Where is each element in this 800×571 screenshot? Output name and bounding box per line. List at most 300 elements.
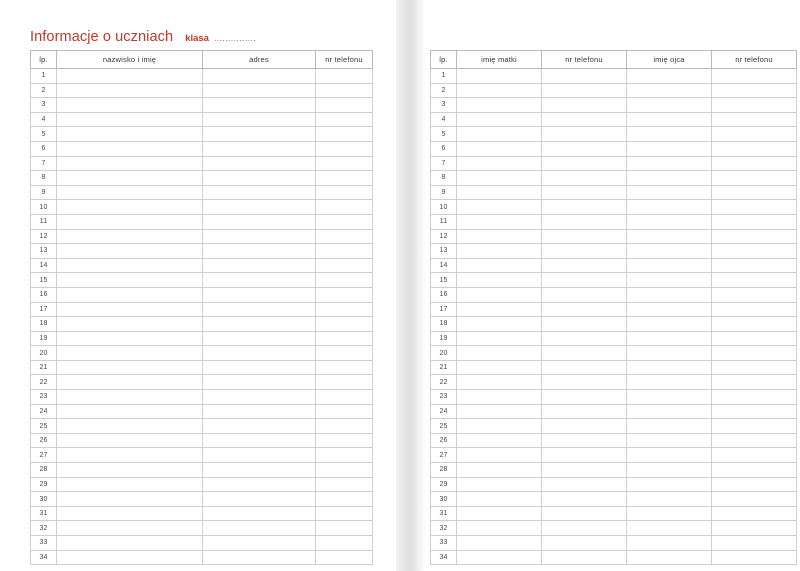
- table-row: [431, 419, 797, 434]
- row-entry-cell[interactable]: [316, 375, 373, 390]
- table-row: [31, 127, 373, 142]
- row-entry-cell[interactable]: [712, 463, 797, 478]
- row-entry-cell[interactable]: [57, 214, 203, 229]
- row-entry-cell[interactable]: [712, 390, 797, 405]
- row-entry-cell[interactable]: [316, 317, 373, 332]
- row-entry-cell[interactable]: [627, 331, 712, 346]
- row-entry-cell[interactable]: [57, 477, 203, 492]
- row-entry-cell[interactable]: [627, 463, 712, 478]
- row-entry-cell[interactable]: [712, 477, 797, 492]
- table-row: [431, 506, 797, 521]
- row-number: 24: [31, 404, 57, 419]
- row-entry-cell[interactable]: [457, 127, 542, 142]
- row-entry-cell[interactable]: [316, 433, 373, 448]
- row-entry-cell[interactable]: [542, 69, 627, 84]
- row-number: 2: [431, 83, 457, 98]
- row-entry-cell[interactable]: [203, 404, 316, 419]
- row-entry-cell[interactable]: [316, 550, 373, 565]
- row-entry-cell[interactable]: [316, 419, 373, 434]
- row-entry-cell[interactable]: [542, 492, 627, 507]
- row-entry-cell[interactable]: [457, 244, 542, 259]
- row-entry-cell[interactable]: [542, 244, 627, 259]
- row-entry-cell[interactable]: [316, 463, 373, 478]
- row-entry-cell[interactable]: [712, 156, 797, 171]
- row-entry-cell[interactable]: [542, 141, 627, 156]
- row-entry-cell[interactable]: [203, 112, 316, 127]
- row-entry-cell[interactable]: [627, 244, 712, 259]
- klasa-field[interactable]: [185, 34, 256, 45]
- row-entry-cell[interactable]: [316, 258, 373, 273]
- row-entry-cell[interactable]: [57, 273, 203, 288]
- row-entry-cell[interactable]: [457, 98, 542, 113]
- row-entry-cell[interactable]: [203, 185, 316, 200]
- row-entry-cell[interactable]: [457, 156, 542, 171]
- table-row: [431, 127, 797, 142]
- row-entry-cell[interactable]: [316, 346, 373, 361]
- row-entry-cell[interactable]: [542, 273, 627, 288]
- row-entry-cell[interactable]: [57, 360, 203, 375]
- row-number: 26: [431, 433, 457, 448]
- row-entry-cell[interactable]: [316, 112, 373, 127]
- table-row: [31, 375, 373, 390]
- row-entry-cell[interactable]: [316, 477, 373, 492]
- row-entry-cell[interactable]: [203, 171, 316, 186]
- row-number: 14: [31, 258, 57, 273]
- row-entry-cell[interactable]: [57, 506, 203, 521]
- row-entry-cell[interactable]: [457, 69, 542, 84]
- row-entry-cell[interactable]: [203, 258, 316, 273]
- row-entry-cell[interactable]: [316, 69, 373, 84]
- row-entry-cell[interactable]: [316, 536, 373, 551]
- row-entry-cell[interactable]: [627, 360, 712, 375]
- row-entry-cell[interactable]: [542, 156, 627, 171]
- row-entry-cell[interactable]: [203, 463, 316, 478]
- row-entry-cell[interactable]: [627, 448, 712, 463]
- row-entry-cell[interactable]: [457, 506, 542, 521]
- row-entry-cell[interactable]: [627, 112, 712, 127]
- row-entry-cell[interactable]: [316, 448, 373, 463]
- row-entry-cell[interactable]: [316, 287, 373, 302]
- row-entry-cell[interactable]: [203, 346, 316, 361]
- row-entry-cell[interactable]: [542, 317, 627, 332]
- row-entry-cell[interactable]: [542, 477, 627, 492]
- row-entry-cell[interactable]: [57, 390, 203, 405]
- table-row: [31, 390, 373, 405]
- row-entry-cell[interactable]: [57, 229, 203, 244]
- row-number: 12: [431, 229, 457, 244]
- row-entry-cell[interactable]: [712, 448, 797, 463]
- row-entry-cell[interactable]: [457, 433, 542, 448]
- table-row: [31, 346, 373, 361]
- row-entry-cell[interactable]: [316, 127, 373, 142]
- table-row: [31, 536, 373, 551]
- row-entry-cell[interactable]: [57, 141, 203, 156]
- row-entry-cell[interactable]: [542, 258, 627, 273]
- row-number: 31: [31, 506, 57, 521]
- table-row: [31, 287, 373, 302]
- table-row: [431, 112, 797, 127]
- row-entry-cell[interactable]: [627, 258, 712, 273]
- row-entry-cell[interactable]: [712, 98, 797, 113]
- row-entry-cell[interactable]: [627, 521, 712, 536]
- table-row: [431, 200, 797, 215]
- row-entry-cell[interactable]: [457, 390, 542, 405]
- row-entry-cell[interactable]: [542, 302, 627, 317]
- row-entry-cell[interactable]: [712, 521, 797, 536]
- row-entry-cell[interactable]: [203, 521, 316, 536]
- row-number: 21: [431, 360, 457, 375]
- row-entry-cell[interactable]: [627, 375, 712, 390]
- table-row: [31, 506, 373, 521]
- row-entry-cell[interactable]: [203, 419, 316, 434]
- row-entry-cell[interactable]: [712, 550, 797, 565]
- row-number: 16: [31, 287, 57, 302]
- row-entry-cell[interactable]: [542, 83, 627, 98]
- parents-table: [430, 50, 797, 565]
- row-entry-cell[interactable]: [316, 98, 373, 113]
- table-row: [431, 360, 797, 375]
- row-entry-cell[interactable]: [542, 112, 627, 127]
- row-entry-cell[interactable]: [203, 360, 316, 375]
- row-entry-cell[interactable]: [203, 98, 316, 113]
- row-number: 19: [31, 331, 57, 346]
- column-header-mother-name: imię matki: [457, 51, 542, 69]
- row-entry-cell[interactable]: [457, 331, 542, 346]
- row-entry-cell[interactable]: [203, 156, 316, 171]
- row-entry-cell[interactable]: [627, 156, 712, 171]
- row-entry-cell[interactable]: [57, 521, 203, 536]
- table-row: [31, 98, 373, 113]
- row-entry-cell[interactable]: [457, 185, 542, 200]
- row-entry-cell[interactable]: [542, 404, 627, 419]
- row-entry-cell[interactable]: [203, 302, 316, 317]
- row-entry-cell[interactable]: [57, 331, 203, 346]
- row-entry-cell[interactable]: [57, 536, 203, 551]
- table-row: [31, 317, 373, 332]
- row-entry-cell[interactable]: [712, 375, 797, 390]
- row-entry-cell[interactable]: [57, 448, 203, 463]
- row-entry-cell[interactable]: [57, 69, 203, 84]
- row-entry-cell[interactable]: [542, 331, 627, 346]
- row-entry-cell[interactable]: [542, 390, 627, 405]
- table-row: [31, 244, 373, 259]
- row-entry-cell[interactable]: [712, 419, 797, 434]
- row-entry-cell[interactable]: [203, 536, 316, 551]
- row-entry-cell[interactable]: [457, 141, 542, 156]
- table-row: [31, 200, 373, 215]
- row-entry-cell[interactable]: [316, 302, 373, 317]
- row-entry-cell[interactable]: [203, 448, 316, 463]
- row-entry-cell[interactable]: [457, 536, 542, 551]
- row-entry-cell[interactable]: [627, 317, 712, 332]
- row-entry-cell[interactable]: [627, 214, 712, 229]
- row-entry-cell[interactable]: [316, 390, 373, 405]
- row-entry-cell[interactable]: [316, 273, 373, 288]
- table-row: [31, 477, 373, 492]
- row-entry-cell[interactable]: [627, 273, 712, 288]
- row-number: 14: [431, 258, 457, 273]
- row-entry-cell[interactable]: [57, 83, 203, 98]
- row-number: 8: [31, 171, 57, 186]
- row-entry-cell[interactable]: [712, 69, 797, 84]
- row-entry-cell[interactable]: [203, 214, 316, 229]
- right-page: [400, 0, 800, 571]
- row-number: 30: [431, 492, 457, 507]
- row-entry-cell[interactable]: [57, 302, 203, 317]
- table-row: [431, 98, 797, 113]
- row-entry-cell[interactable]: [627, 506, 712, 521]
- row-entry-cell[interactable]: [712, 302, 797, 317]
- row-entry-cell[interactable]: [457, 360, 542, 375]
- row-entry-cell[interactable]: [457, 463, 542, 478]
- table-row: [31, 141, 373, 156]
- row-entry-cell[interactable]: [203, 331, 316, 346]
- table-row: [31, 463, 373, 478]
- row-entry-cell[interactable]: [627, 185, 712, 200]
- row-entry-cell[interactable]: [542, 506, 627, 521]
- row-entry-cell[interactable]: [457, 258, 542, 273]
- row-entry-cell[interactable]: [457, 477, 542, 492]
- row-entry-cell[interactable]: [712, 83, 797, 98]
- row-entry-cell[interactable]: [57, 287, 203, 302]
- row-entry-cell[interactable]: [627, 302, 712, 317]
- row-entry-cell[interactable]: [457, 492, 542, 507]
- row-entry-cell[interactable]: [627, 171, 712, 186]
- row-entry-cell[interactable]: [457, 419, 542, 434]
- row-entry-cell[interactable]: [712, 536, 797, 551]
- row-entry-cell[interactable]: [57, 492, 203, 507]
- row-entry-cell[interactable]: [203, 273, 316, 288]
- row-entry-cell[interactable]: [316, 171, 373, 186]
- row-entry-cell[interactable]: [542, 433, 627, 448]
- row-number: 19: [431, 331, 457, 346]
- row-entry-cell[interactable]: [627, 390, 712, 405]
- row-entry-cell[interactable]: [203, 69, 316, 84]
- row-entry-cell[interactable]: [203, 390, 316, 405]
- row-entry-cell[interactable]: [712, 112, 797, 127]
- row-entry-cell[interactable]: [316, 141, 373, 156]
- table-row: [31, 112, 373, 127]
- row-entry-cell[interactable]: [627, 433, 712, 448]
- row-entry-cell[interactable]: [457, 214, 542, 229]
- table-row: [431, 477, 797, 492]
- row-entry-cell[interactable]: [627, 200, 712, 215]
- row-entry-cell[interactable]: [712, 214, 797, 229]
- column-header-father-phone: nr telefonu: [712, 51, 797, 69]
- row-entry-cell[interactable]: [203, 244, 316, 259]
- row-entry-cell[interactable]: [542, 521, 627, 536]
- row-entry-cell[interactable]: [57, 171, 203, 186]
- row-entry-cell[interactable]: [316, 229, 373, 244]
- row-entry-cell[interactable]: [316, 521, 373, 536]
- row-entry-cell[interactable]: [542, 536, 627, 551]
- row-entry-cell[interactable]: [457, 448, 542, 463]
- table-row: [31, 448, 373, 463]
- row-entry-cell[interactable]: [57, 375, 203, 390]
- row-entry-cell[interactable]: [712, 127, 797, 142]
- row-entry-cell[interactable]: [712, 317, 797, 332]
- row-entry-cell[interactable]: [627, 127, 712, 142]
- row-entry-cell[interactable]: [57, 112, 203, 127]
- row-entry-cell[interactable]: [203, 200, 316, 215]
- row-entry-cell[interactable]: [627, 536, 712, 551]
- row-entry-cell[interactable]: [457, 317, 542, 332]
- row-entry-cell[interactable]: [712, 171, 797, 186]
- column-header-mother-phone: nr telefonu: [542, 51, 627, 69]
- row-entry-cell[interactable]: [712, 185, 797, 200]
- row-entry-cell[interactable]: [457, 375, 542, 390]
- row-entry-cell[interactable]: [712, 229, 797, 244]
- row-entry-cell[interactable]: [712, 346, 797, 361]
- row-entry-cell[interactable]: [316, 200, 373, 215]
- row-entry-cell[interactable]: [627, 83, 712, 98]
- row-entry-cell[interactable]: [542, 200, 627, 215]
- row-entry-cell[interactable]: [57, 98, 203, 113]
- table-row: [431, 244, 797, 259]
- row-entry-cell[interactable]: [203, 433, 316, 448]
- row-entry-cell[interactable]: [627, 492, 712, 507]
- row-entry-cell[interactable]: [712, 141, 797, 156]
- row-entry-cell[interactable]: [457, 273, 542, 288]
- row-entry-cell[interactable]: [457, 302, 542, 317]
- table-row: [431, 492, 797, 507]
- table-row: [431, 404, 797, 419]
- row-entry-cell[interactable]: [627, 419, 712, 434]
- row-entry-cell[interactable]: [627, 477, 712, 492]
- row-entry-cell[interactable]: [316, 404, 373, 419]
- row-entry-cell[interactable]: [712, 273, 797, 288]
- table-row: [431, 69, 797, 84]
- row-entry-cell[interactable]: [457, 112, 542, 127]
- row-number: 34: [431, 550, 457, 565]
- row-number: 29: [431, 477, 457, 492]
- row-entry-cell[interactable]: [542, 185, 627, 200]
- row-entry-cell[interactable]: [203, 141, 316, 156]
- row-entry-cell[interactable]: [627, 69, 712, 84]
- table-row: [431, 214, 797, 229]
- row-entry-cell[interactable]: [57, 127, 203, 142]
- row-entry-cell[interactable]: [712, 331, 797, 346]
- row-entry-cell[interactable]: [712, 244, 797, 259]
- row-entry-cell[interactable]: [712, 433, 797, 448]
- row-entry-cell[interactable]: [203, 83, 316, 98]
- row-entry-cell[interactable]: [457, 346, 542, 361]
- table-row: [31, 521, 373, 536]
- row-entry-cell[interactable]: [316, 185, 373, 200]
- row-entry-cell[interactable]: [57, 156, 203, 171]
- row-entry-cell[interactable]: [542, 127, 627, 142]
- row-entry-cell[interactable]: [457, 287, 542, 302]
- row-entry-cell[interactable]: [57, 317, 203, 332]
- row-entry-cell[interactable]: [627, 141, 712, 156]
- row-entry-cell[interactable]: [627, 287, 712, 302]
- row-entry-cell[interactable]: [203, 375, 316, 390]
- row-entry-cell[interactable]: [203, 229, 316, 244]
- row-entry-cell[interactable]: [316, 244, 373, 259]
- row-entry-cell[interactable]: [203, 317, 316, 332]
- row-entry-cell[interactable]: [627, 229, 712, 244]
- row-entry-cell[interactable]: [457, 200, 542, 215]
- row-entry-cell[interactable]: [316, 331, 373, 346]
- row-entry-cell[interactable]: [457, 521, 542, 536]
- row-entry-cell[interactable]: [57, 463, 203, 478]
- row-entry-cell[interactable]: [57, 346, 203, 361]
- row-entry-cell[interactable]: [627, 550, 712, 565]
- row-entry-cell[interactable]: [203, 477, 316, 492]
- row-entry-cell[interactable]: [57, 433, 203, 448]
- row-entry-cell[interactable]: [57, 185, 203, 200]
- row-entry-cell[interactable]: [542, 360, 627, 375]
- row-number: 6: [31, 141, 57, 156]
- row-entry-cell[interactable]: [627, 98, 712, 113]
- row-entry-cell[interactable]: [57, 419, 203, 434]
- row-entry-cell[interactable]: [457, 404, 542, 419]
- row-entry-cell[interactable]: [542, 229, 627, 244]
- row-entry-cell[interactable]: [203, 550, 316, 565]
- row-entry-cell[interactable]: [316, 214, 373, 229]
- row-entry-cell[interactable]: [627, 346, 712, 361]
- row-entry-cell[interactable]: [316, 506, 373, 521]
- row-entry-cell[interactable]: [542, 448, 627, 463]
- row-entry-cell[interactable]: [712, 360, 797, 375]
- row-entry-cell[interactable]: [457, 550, 542, 565]
- row-entry-cell[interactable]: [316, 156, 373, 171]
- row-entry-cell[interactable]: [712, 258, 797, 273]
- row-entry-cell[interactable]: [712, 287, 797, 302]
- row-number: 13: [31, 244, 57, 259]
- row-entry-cell[interactable]: [57, 244, 203, 259]
- row-entry-cell[interactable]: [57, 200, 203, 215]
- row-entry-cell[interactable]: [57, 258, 203, 273]
- row-number: 22: [431, 375, 457, 390]
- row-entry-cell[interactable]: [57, 550, 203, 565]
- row-entry-cell[interactable]: [203, 127, 316, 142]
- row-entry-cell[interactable]: [203, 492, 316, 507]
- row-entry-cell[interactable]: [712, 506, 797, 521]
- row-entry-cell[interactable]: [542, 463, 627, 478]
- row-entry-cell[interactable]: [457, 83, 542, 98]
- row-entry-cell[interactable]: [203, 506, 316, 521]
- table-row: [431, 229, 797, 244]
- row-entry-cell[interactable]: [457, 229, 542, 244]
- row-entry-cell[interactable]: [542, 171, 627, 186]
- table-row: [431, 463, 797, 478]
- row-entry-cell[interactable]: [542, 375, 627, 390]
- row-entry-cell[interactable]: [542, 419, 627, 434]
- row-entry-cell[interactable]: [457, 171, 542, 186]
- row-entry-cell[interactable]: [542, 98, 627, 113]
- row-number: 26: [31, 433, 57, 448]
- row-entry-cell[interactable]: [316, 360, 373, 375]
- row-entry-cell[interactable]: [57, 404, 203, 419]
- table-row: [431, 258, 797, 273]
- row-number: 10: [31, 200, 57, 215]
- row-number: 23: [431, 390, 457, 405]
- row-entry-cell[interactable]: [712, 404, 797, 419]
- row-entry-cell[interactable]: [316, 492, 373, 507]
- table-row: [431, 185, 797, 200]
- row-entry-cell[interactable]: [203, 287, 316, 302]
- row-entry-cell[interactable]: [542, 287, 627, 302]
- row-entry-cell[interactable]: [542, 346, 627, 361]
- row-entry-cell[interactable]: [712, 492, 797, 507]
- row-entry-cell[interactable]: [542, 550, 627, 565]
- row-entry-cell[interactable]: [542, 214, 627, 229]
- row-entry-cell[interactable]: [712, 200, 797, 215]
- table-row: [431, 375, 797, 390]
- row-entry-cell[interactable]: [316, 83, 373, 98]
- row-entry-cell[interactable]: [627, 404, 712, 419]
